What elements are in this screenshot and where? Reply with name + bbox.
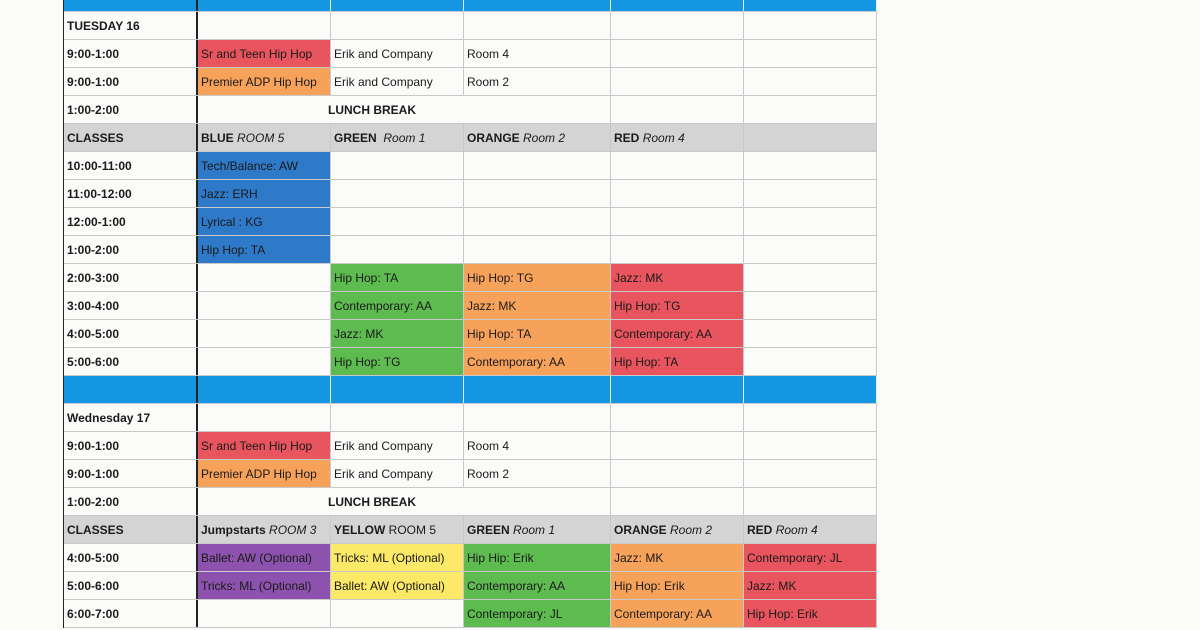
header-yellow: YELLOW ROOM 5 <box>331 516 464 543</box>
time-cell: 3:00-4:00 <box>64 292 198 319</box>
class-cell: Premier ADP Hip Hop <box>198 68 331 95</box>
header-red: RED Room 4 <box>611 124 744 151</box>
schedule-table <box>63 0 877 628</box>
header-label: CLASSES <box>64 516 198 543</box>
company-row <box>64 68 877 96</box>
day-row <box>64 404 877 432</box>
class-row <box>64 320 877 348</box>
class-row <box>64 264 877 292</box>
class-row <box>64 348 877 376</box>
class-cell: Hip Hop: TA <box>198 236 331 263</box>
company-row <box>64 40 877 68</box>
class-cell: Hip Hop: TA <box>611 348 744 375</box>
class-cell: Tricks: ML (Optional) <box>331 544 464 571</box>
lunch-row <box>64 488 877 516</box>
class-cell: Contemporary: AA <box>611 600 744 627</box>
class-cell: Contemporary: AA <box>331 292 464 319</box>
class-cell: Contemporary: AA <box>611 320 744 347</box>
room-cell: Room 4 <box>464 40 611 67</box>
class-cell: Sr and Teen Hip Hop <box>198 432 331 459</box>
class-cell: Hip Hop: TG <box>331 348 464 375</box>
classes-header <box>64 516 877 544</box>
time-cell: 2:00-3:00 <box>64 264 198 291</box>
class-cell: Jazz: MK <box>331 320 464 347</box>
time-cell: 5:00-6:00 <box>64 572 198 599</box>
day-row <box>64 12 877 40</box>
class-cell: Contemporary: JL <box>744 544 877 571</box>
time-cell: 10:00-11:00 <box>64 152 198 179</box>
class-cell: Hip Hop: Erik <box>744 600 877 627</box>
class-cell: Jazz: MK <box>611 544 744 571</box>
section-bar <box>64 376 877 404</box>
class-cell: Hip Hop: TG <box>611 292 744 319</box>
header-jumpstarts: Jumpstarts ROOM 3 <box>198 516 331 543</box>
time-cell: 1:00-2:00 <box>64 96 198 123</box>
header-green: GREEN Room 1 <box>331 124 464 151</box>
time-cell: 11:00-12:00 <box>64 180 198 207</box>
time-cell: 1:00-2:00 <box>64 236 198 263</box>
room-cell: Room 4 <box>464 432 611 459</box>
class-row <box>64 572 877 600</box>
class-cell: Ballet: AW (Optional) <box>198 544 331 571</box>
day-title: TUESDAY 16 <box>64 12 198 39</box>
time-cell: 6:00-7:00 <box>64 600 198 627</box>
class-cell: Tricks: ML (Optional) <box>198 572 331 599</box>
class-cell: Contemporary: AA <box>464 348 611 375</box>
class-row <box>64 292 877 320</box>
class-cell: Sr and Teen Hip Hop <box>198 40 331 67</box>
class-row <box>64 544 877 572</box>
class-row <box>64 236 877 264</box>
class-row <box>64 180 877 208</box>
class-cell: Premier ADP Hip Hop <box>198 460 331 487</box>
header-orange: ORANGE Room 2 <box>611 516 744 543</box>
company-row <box>64 432 877 460</box>
lunch-label: LUNCH BREAK <box>198 96 611 123</box>
teacher-cell: Erik and Company <box>331 40 464 67</box>
teacher-cell: Erik and Company <box>331 432 464 459</box>
class-cell: Jazz: MK <box>611 264 744 291</box>
time-cell: 4:00-5:00 <box>64 320 198 347</box>
class-cell: Contemporary: AA <box>464 572 611 599</box>
class-cell: Hip Hop: TA <box>464 320 611 347</box>
time-cell: 9:00-1:00 <box>64 68 198 95</box>
lunch-label: LUNCH BREAK <box>198 488 611 515</box>
day-title: Wednesday 17 <box>64 404 198 431</box>
lunch-row <box>64 96 877 124</box>
classes-header <box>64 124 877 152</box>
class-cell: Jazz: MK <box>744 572 877 599</box>
class-row <box>64 600 877 628</box>
header-green: GREEN Room 1 <box>464 516 611 543</box>
class-cell: Hip Hop: TG <box>464 264 611 291</box>
header-orange: ORANGE Room 2 <box>464 124 611 151</box>
time-cell: 1:00-2:00 <box>64 488 198 515</box>
class-cell: Hip Hop: TA <box>331 264 464 291</box>
class-cell: Lyrical : KG <box>198 208 331 235</box>
class-row <box>64 208 877 236</box>
header-red: RED Room 4 <box>744 516 877 543</box>
header-blue: BLUE ROOM 5 <box>198 124 331 151</box>
room-cell: Room 2 <box>464 68 611 95</box>
class-cell: Ballet: AW (Optional) <box>331 572 464 599</box>
class-cell: Contemporary: JL <box>464 600 611 627</box>
teacher-cell: Erik and Company <box>331 68 464 95</box>
class-cell: Hip Hip: Erik <box>464 544 611 571</box>
company-row <box>64 460 877 488</box>
time-cell: 9:00-1:00 <box>64 460 198 487</box>
header-label: CLASSES <box>64 124 198 151</box>
teacher-cell: Erik and Company <box>331 460 464 487</box>
room-cell: Room 2 <box>464 460 611 487</box>
class-row <box>64 152 877 180</box>
time-cell: 9:00-1:00 <box>64 432 198 459</box>
time-cell: 5:00-6:00 <box>64 348 198 375</box>
time-cell: 4:00-5:00 <box>64 544 198 571</box>
class-cell: Jazz: ERH <box>198 180 331 207</box>
section-bar <box>64 0 877 12</box>
time-cell: 9:00-1:00 <box>64 40 198 67</box>
class-cell: Tech/Balance: AW <box>198 152 331 179</box>
class-cell: Hip Hop: Erik <box>611 572 744 599</box>
time-cell: 12:00-1:00 <box>64 208 198 235</box>
class-cell: Jazz: MK <box>464 292 611 319</box>
